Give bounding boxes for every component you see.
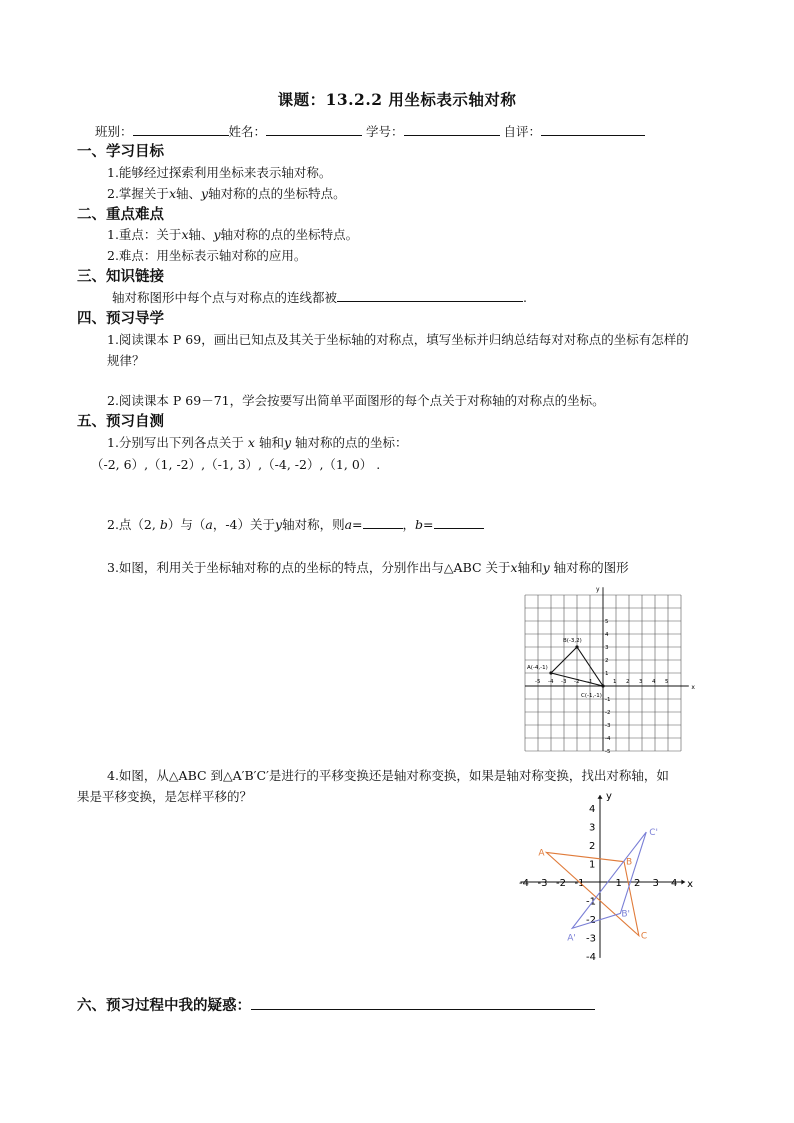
x-tick-label: 3 bbox=[652, 878, 659, 889]
self-eval-blank[interactable] bbox=[541, 123, 645, 136]
test-question-3: 3.如图，利用关于坐标轴对称的点的坐标的特点，分别作出与△ABC 关于x轴和y 轴对称的图形 bbox=[107, 560, 629, 575]
x-tick-label: 4 bbox=[652, 679, 656, 685]
class-label: 班别： bbox=[95, 124, 133, 139]
y-tick-label: 2 bbox=[589, 841, 596, 852]
x-tick-label: -1 bbox=[587, 679, 593, 685]
section-heading-6: 六、预习过程中我的疑惑： bbox=[77, 994, 595, 1015]
guide-item-1-line1: 1.阅读课本 P 69，画出已知点及其关于坐标轴的对称点，填写坐标并归纳总结每对对称点的坐标有怎样的 bbox=[107, 332, 689, 347]
vertex-label: A(-4,-1) bbox=[527, 665, 548, 671]
doubts-blank[interactable] bbox=[251, 995, 595, 1010]
y-tick-label: 1 bbox=[605, 671, 609, 677]
y-tick-label: -3 bbox=[605, 723, 611, 729]
vertex-point bbox=[549, 671, 552, 674]
test-question-2: 2.点（2, b）与（a，-4）关于y轴对称，则a= ，b= bbox=[107, 515, 484, 533]
x-axis-label: x bbox=[687, 879, 694, 890]
name-blank[interactable] bbox=[266, 123, 362, 136]
x-tick-label: -4 bbox=[548, 679, 554, 685]
y-tick-label: 1 bbox=[589, 859, 596, 871]
y-tick-label: -2 bbox=[586, 915, 596, 926]
y-tick-label: 4 bbox=[589, 804, 596, 815]
y-tick-label: -2 bbox=[605, 710, 611, 716]
info-row bbox=[95, 122, 645, 140]
label-c: C bbox=[640, 931, 648, 942]
self-eval-label: 自评： bbox=[503, 124, 542, 139]
y-axis-label: y bbox=[606, 790, 612, 802]
y-tick-label: -4 bbox=[605, 736, 611, 742]
y-tick-label: 4 bbox=[605, 632, 609, 638]
x-tick-label: 2 bbox=[634, 878, 641, 889]
x-tick-label: 3 bbox=[639, 679, 643, 685]
label-b-prime: B' bbox=[621, 909, 631, 920]
test-question-4-line2: 果是平移变换，是怎样平移的？ bbox=[77, 789, 253, 804]
guide-item-1-line2: 规律？ bbox=[107, 353, 145, 368]
number-blank[interactable] bbox=[404, 123, 500, 136]
test-question-4-line1: 4.如图，从△ABC 到△A′B′C′是进行的平移变换还是轴对称变换，如果是轴对称变换，找出对称轴，如 bbox=[107, 768, 669, 783]
label-a: A bbox=[538, 848, 545, 859]
y-tick-label: 3 bbox=[589, 822, 596, 834]
blank-a[interactable] bbox=[363, 516, 403, 529]
name-label: 姓名： bbox=[228, 124, 267, 139]
key-point-item-2: 2.难点：用坐标表示轴对称的应用。 bbox=[107, 248, 307, 263]
y-tick-label: -1 bbox=[586, 896, 596, 908]
y-tick-label: -4 bbox=[586, 952, 596, 963]
page-title: 课题：13.2.2 用坐标表示轴对称 bbox=[277, 90, 517, 109]
knowledge-link-text: 轴对称图形中每个点与对称点的连线都被 . bbox=[112, 290, 527, 305]
label-a-prime: A' bbox=[567, 933, 576, 944]
x-tick-label: -2 bbox=[574, 679, 580, 685]
x-tick-label: -2 bbox=[556, 878, 566, 889]
vertex-label: C(-1,-1) bbox=[581, 693, 602, 699]
guide-item-2: 2.阅读课本 P 69－71，学会按要写出简单平面图形的每个点关于对称轴的对称点的坐标。 bbox=[107, 393, 605, 408]
section-heading-2: 二、重点难点 bbox=[77, 206, 164, 223]
label-c-prime: C' bbox=[649, 828, 659, 839]
test-question-1: 1.分别写出下列各点关于 x 轴和y 轴对称的点的坐标： bbox=[107, 435, 408, 450]
x-tick-label: -4 bbox=[519, 878, 529, 889]
x-arrow bbox=[681, 880, 685, 885]
y-tick-label: 2 bbox=[605, 658, 609, 664]
figure-two-triangles bbox=[512, 788, 694, 963]
x-tick-label: -3 bbox=[561, 679, 567, 685]
x-tick-label: 1 bbox=[615, 878, 622, 889]
section-heading-4: 四、预习导学 bbox=[77, 310, 164, 327]
y-axis-label: y bbox=[596, 586, 600, 594]
x-tick-label: 5 bbox=[665, 679, 669, 685]
test-question-1-points: （-2, 6）,（1, -2）,（-1, 3）,（-4, -2）,（1, 0） . bbox=[91, 457, 381, 472]
goal-item-2: 2.掌握关于x轴、y轴对称的点的坐标特点。 bbox=[107, 186, 346, 201]
class-blank[interactable] bbox=[133, 123, 229, 136]
y-tick-label: 5 bbox=[605, 619, 609, 625]
x-tick-label: 2 bbox=[626, 679, 630, 685]
x-tick-label: 1 bbox=[613, 679, 617, 685]
y-tick-label: -3 bbox=[586, 933, 596, 945]
knowledge-link-blank[interactable] bbox=[337, 289, 523, 302]
number-label: 学号： bbox=[366, 124, 404, 139]
vertex-point bbox=[575, 645, 578, 648]
y-arrow bbox=[598, 795, 603, 799]
x-tick-label: -3 bbox=[537, 878, 548, 889]
y-tick-label: -5 bbox=[605, 749, 611, 755]
y-tick-label: 3 bbox=[605, 645, 609, 651]
vertex-label: B(-3,2) bbox=[563, 638, 582, 644]
section-heading-5: 五、预习自测 bbox=[77, 413, 164, 430]
goal-item-1: 1.能够经过探索利用坐标来表示轴对称。 bbox=[107, 165, 332, 180]
key-point-item-1: 1.重点：关于x轴、y轴对称的点的坐标特点。 bbox=[107, 227, 359, 242]
section-heading-1: 一、学习目标 bbox=[77, 143, 164, 160]
y-tick-label: -1 bbox=[605, 697, 611, 703]
x-tick-label: -1 bbox=[574, 878, 585, 889]
blank-b[interactable] bbox=[434, 516, 484, 529]
section-heading-3: 三、知识链接 bbox=[77, 268, 164, 285]
x-tick-label: 4 bbox=[671, 878, 678, 889]
figure-triangle-grid bbox=[518, 586, 695, 758]
x-axis-label: x bbox=[691, 684, 695, 691]
label-b: B bbox=[626, 857, 633, 868]
x-tick-label: -5 bbox=[535, 679, 541, 685]
vertex-point bbox=[601, 684, 604, 687]
